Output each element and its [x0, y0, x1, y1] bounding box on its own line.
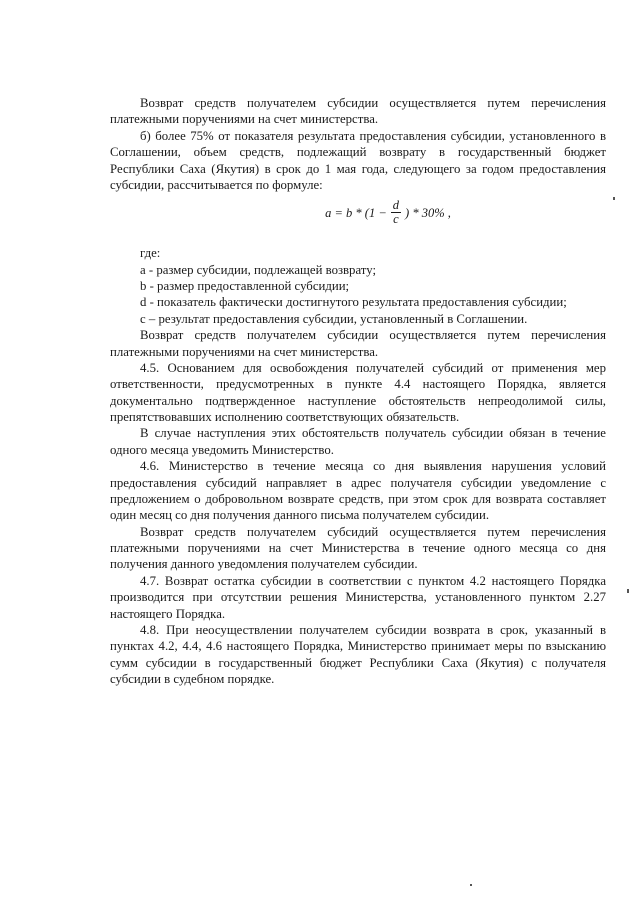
scan-dot	[613, 197, 615, 200]
paragraph: 4.7. Возврат остатка субсидии в соответствии с пунктом 4.2 настоящего Порядка производится при отсутствии решения Министерства, установленного пунктом 2.27 настоящего Порядка.	[110, 573, 606, 621]
paragraph: 4.8. При неосуществлении получателем субсидии возврата в срок, указанный в пунктах 4.2, 4.4, 4.6 настоящего Порядка, Министерство принимает меры по взысканию сумм субсидии в государственный бюджет Республики Саха (Якутия) с получателя субсидии в судебном порядке.	[110, 622, 606, 686]
formula	[110, 199, 606, 237]
formula-fraction	[391, 199, 401, 226]
formula-lhs: a = b * (1 −	[325, 205, 387, 220]
paragraph: б) более 75% от показателя результата предоставления субсидии, установленного в Соглашении, объем средств, подлежащий возврату в государственный бюджет Республики Саха (Якутия) в срок до 1 мая года, следующего за годом предоставления субсидии, рассчитывается по формуле:	[110, 128, 606, 192]
formula-denominator: c	[393, 212, 399, 227]
formula-rhs: ) * 30% ,	[405, 205, 451, 220]
scan-dot	[470, 884, 472, 886]
definition-item: а - размер субсидии, подлежащей возврату;	[140, 262, 377, 277]
paragraph: 4.5. Основанием для освобождения получателей субсидий от применения мер ответственности, предусмотренных в пункте 4.4 настоящего Порядка, является документально подтвержденное наступление обстоятельств непреодолимой силы, препятствовавших исполнению соответствующих обязательств.	[110, 360, 606, 424]
paragraph: В случае наступления этих обстоятельств получатель субсидии обязан в течение одного месяца уведомить Министерство.	[110, 426, 606, 457]
definition-item: d - показатель фактически достигнутого результата предоставления субсидии;	[140, 295, 567, 310]
scan-dot	[627, 589, 629, 593]
definitions-intro: где:	[140, 246, 161, 261]
paragraph: Возврат средств получателем субсидии осуществляется путем перечисления платежными поручениями на счет министерства.	[110, 96, 606, 127]
paragraph: Возврат средств получателем субсидии осуществляется путем перечисления платежными поручениями на счет министерства.	[110, 328, 606, 359]
formula-numerator: d	[392, 198, 400, 213]
paragraph: Возврат средств получателем субсидий осуществляется путем перечисления платежными поручениями на счет Министерства в течение одного месяца со дня получения данного уведомления получателем субсидии.	[110, 524, 606, 572]
definition-item: c – результат предоставления субсидии, установленный в Соглашении.	[140, 311, 528, 326]
definition-item: b - размер предоставленной субсидии;	[140, 279, 350, 293]
paragraph: 4.6. Министерство в течение месяца со дня выявления нарушения условий предоставления субсидий направляет в адрес получателя субсидии уведомление с предложением о добровольном возврате средств, при этом срок для возврата составляет один месяц со дня получения данного письма получателем субсидии.	[110, 459, 606, 523]
document-body	[110, 95, 606, 687]
